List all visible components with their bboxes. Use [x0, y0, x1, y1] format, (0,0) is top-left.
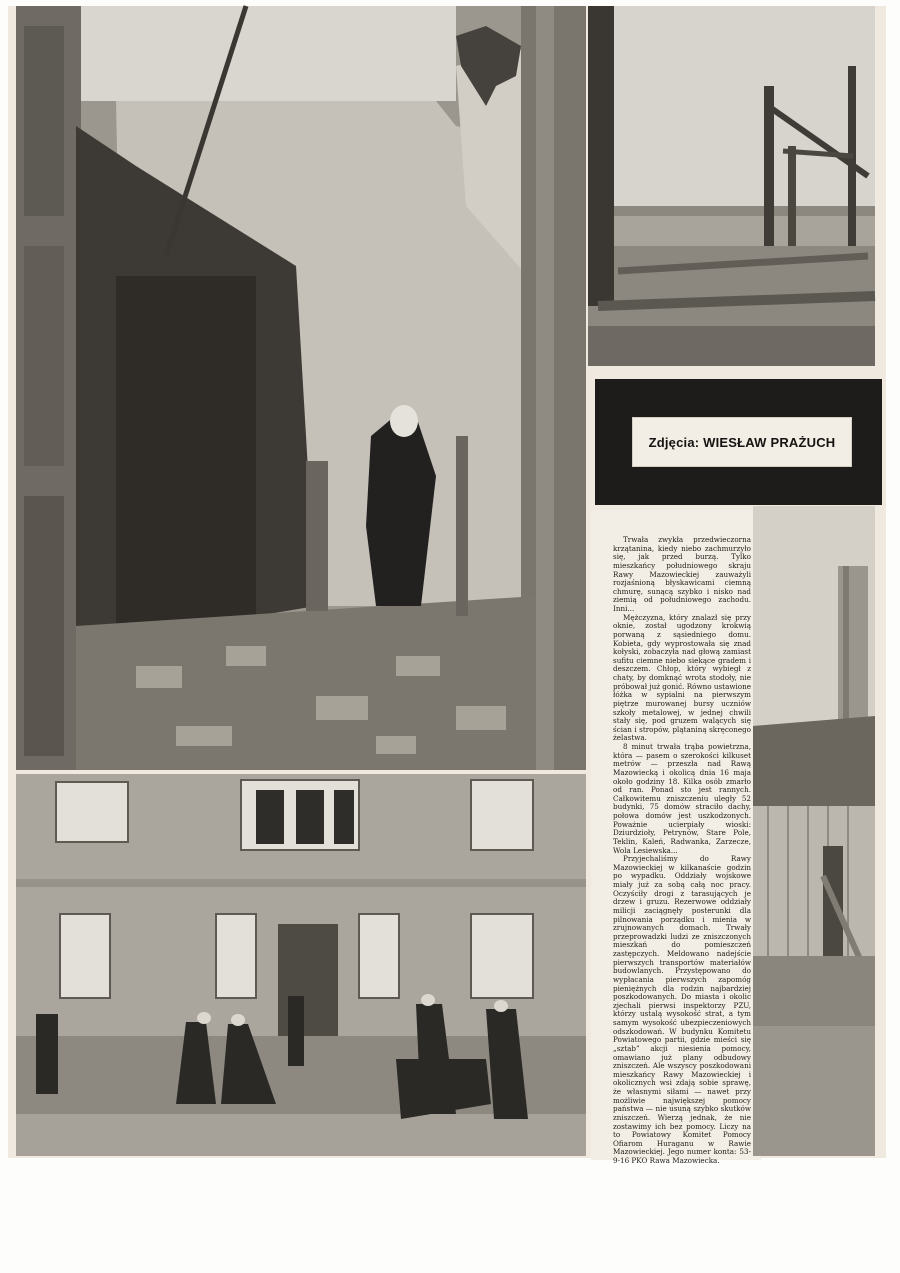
article-paragraph-1: Trwała zwykła przedwieczorna krzątanina, kiedy niebo zachmurzyło się, jak przed burzą. Tylko mieszkańcy południowego skraju Rawy Mazowieckiej zauważyli rozjaśnioną błyskawicami ciemną chmurę, sunącą szybko i nisko nad ziemią od południowego zachodu. Inni...: [613, 535, 751, 613]
photo-ruined-house: [16, 6, 586, 770]
article-paragraph-3: 8 minut trwała trąba powietrzna, która — pasem o szerokości kilkuset metrów — przeszła nad Rawą Mazowiecką i okolicą dnia 16 maja około godziny 18. Kilka osób zmarło od ran. Ponad sto jest rannych. Całkowitemu zniszczeniu uległy 52 budynki, 75 domów straciło dachy, połowa domów jest uszkodzonych. Poważnie ucierpiały wioski: Dziurdzioły, Petrynów, Stare Pole, Teklin, Kaleń, Radwanka, Zarzecze, Wola Lesiewska...: [613, 742, 751, 855]
article-paragraph-2: Mężczyzna, który znalazł się przy oknie, został ugodzony krokwią porwaną z sąsiedniego domu. Kobieta, gdy wyprostowała się znad kołyski, zobaczyła nad głową zamiast sufitu ciemne niebo siekące gradem i deszczem. Chłop, który wybiegł z chaty, by domknąć wrota stodoły, nie próbował już gonić. Równo ustawione łóżka w sypialni na pierwszym piętrze murowanej bursy uczniów szkoły metalowej, w jednej chwili stały się, pod gruzem walących się ścian i stropów, plątaniną skręconego żelastwa.: [613, 612, 752, 743]
photo-credit: Zdjęcia: WIESŁAW PRAŻUCH: [632, 417, 852, 467]
article-text: [613, 535, 752, 1165]
article-column: [591, 510, 761, 1165]
photo-damaged-building-street: [16, 774, 586, 1156]
article-paragraph-4: Przyjechaliśmy do Rawy Mazowieckiej w kilkanaście godzin po wypadku. Oddziały wojskowe miały już za sobą całą noc pracy. Oczyściły drogi z tarasujących je drzew i gruzu. Rezerwowe oddziały milicji zaciągnęły posterunki dla pilnowania porządku i mienia w zrujnowanych domach. Trwały przeprowadzki ludzi ze zniszczonych mieszkań do pomieszczeń zastępczych. Meldowano nadejście pierwszych transportów materiałów budowlanych. Przystępowano do wypłacania pierwszych zapomóg pieniężnych dla rodzin najbardziej poszkodowanych. Do miasta i okolic zjechali pierwsi inspektorzy PZU, którzy ustalą wysokość strat, a tym samym wysokość ubezpieczeniowych odszkodowań. W budynku Komitetu Powiatowego partii, gdzie mieści się „sztab” akcji niesienia pomocy, omawiano już plany odbudowy zniszczeń. Ale wszyscy poszkodowani mieszkańcy Rawy Mazowieckiej i okolicznych wsi zdają sobie sprawę, że własnymi siłami — nawet przy możliwie największej pomocy państwa — nie usuną szybko skutków zniszczeń. Wierzą jednak, że nie zostawimy ich bez pomocy. Liczy na to Powiatowy Komitet Pomocy Ofiarom Huraganu w Rawie Mazowieckiej. Jego numer konta: 53-9-16 PKO Rawa Mazowiecka.: [613, 854, 751, 1165]
photo-broken-trees: [588, 6, 875, 366]
photo-credit-band: [595, 379, 882, 505]
photo-damaged-barn: [753, 506, 875, 1156]
magazine-page: [8, 6, 886, 1165]
